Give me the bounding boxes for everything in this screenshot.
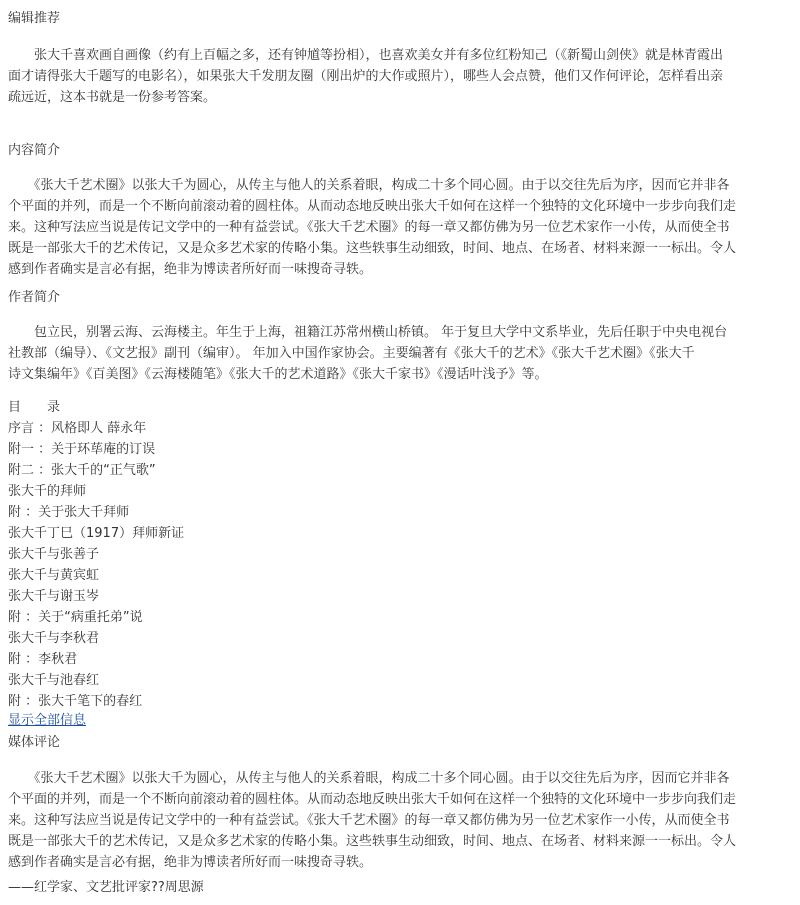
content-intro-title: 内容简介 — [8, 143, 61, 158]
media-review-line: 既是一部张大千的艺术传记，又是众多艺术家的传略小集。这些轶事生动细致，时间、地点、在场者、材料来源一一标出。令人 — [8, 834, 737, 849]
toc-item: 张大千与张善子 — [8, 547, 100, 562]
media-review-line: 感到作者确实是言必有据，绝非为博读者所好而一味搜奇寻轶。 — [8, 855, 373, 870]
editor-recommend-text — [8, 45, 793, 108]
toc-item: 张大千的拜师 — [8, 484, 87, 499]
content-intro-line: 感到作者确实是言必有据，绝非为博读者所好而一味搜奇寻轶。 — [8, 262, 373, 277]
content-intro-line: 既是一部张大千的艺术传记，又是众多艺术家的传略小集。这些轶事生动细致，时间、地点、在场者、材料来源一一标出。令人 — [8, 241, 737, 256]
toc-item: 张大千与黄宾虹 — [8, 568, 100, 583]
author-intro-line: 包立民，别署云海、云海楼主。年生于上海，祖籍江苏常州横山桥镇。 年于复旦大学中文系毕业，先后任职于中央电视台 — [8, 325, 728, 340]
toc-item: 序言 ：风格即人 薛永年 — [8, 421, 147, 436]
editor-recommend-title: 编辑推荐 — [8, 11, 61, 26]
content-intro-line: 个平面的并列，而是一个不断向前滚动着的圆柱体。从而动态地反映出张大千如何在这样一个独特的文化环境中一步步向我们走 — [8, 199, 737, 214]
toc-item: 附 ：张大千笔下的春红 — [8, 694, 143, 709]
toc-item: 张大千与池春红 — [8, 673, 100, 688]
editor-recommend-line: 面才请得张大千题写的电影名），如果张大千发朋友圈（刚出炉的大作或照片），哪些人会点赞，他们又作何评论，怎样看出亲 — [8, 69, 724, 84]
table-of-contents — [8, 397, 608, 712]
toc-item: 张大千与谢玉岑 — [8, 589, 100, 604]
toc-item: 附 ：关于张大千拜师 — [8, 505, 130, 520]
author-intro-line: 诗文集编年》《百美图》《云海楼随笔》《张大千的艺术道路》《张大千家书》《漫话叶浅予》等。 — [8, 367, 548, 382]
toc-item: 附 ：关于“病重托弟”说 — [8, 610, 143, 625]
toc-item: 张大千丁巳（1917）拜师新证 — [8, 526, 185, 541]
toc-item: 附一 ：关于环荜庵的订误 — [8, 442, 156, 457]
media-review-signature: ——红学家、文艺批评家??周思源 — [8, 880, 204, 895]
media-review-title: 媒体评论 — [8, 735, 61, 750]
media-review-line: 《张大千艺术圈》以张大千为圆心，从传主与他人的关系着眼，构成二十多个同心圆。由于以交往先后为序，因而它并非各 — [8, 771, 730, 786]
editor-recommend-line: 疏远近，这本书就是一份参考答案。 — [8, 90, 217, 105]
media-review-line: 个平面的并列，而是一个不断向前滚动着的圆柱体。从而动态地反映出张大千如何在这样一个独特的文化环境中一步步向我们走 — [8, 792, 737, 807]
media-review-text — [8, 768, 793, 873]
toc-item: 附 ：李秋君 — [8, 652, 78, 667]
content-intro-text — [8, 175, 793, 280]
show-all-info-link[interactable]: 显示全部信息 — [8, 713, 87, 728]
media-review-line: 来。这种写法应当说是传记文学中的一种有益尝试。《张大千艺术圈》的每一章又都仿佛为另一位艺术家作一小传，从而使全书 — [8, 813, 730, 828]
author-intro-line: 社教部（编导）、《文艺报》副刊（编审）。 年加入中国作家协会。主要编著有《张大千的艺术》《张大千艺术圈》《张大千 — [8, 346, 695, 361]
editor-recommend-line: 张大千喜欢画自画像（约有上百幅之多，还有钟馗等扮相），也喜欢美女并有多位红粉知己（《新蜀山剑侠》就是林青霞出 — [8, 48, 724, 63]
toc-item: 附二 ：张大千的“正气歌” — [8, 463, 156, 478]
toc-title: 目 录 — [8, 400, 61, 415]
content-intro-line: 来。这种写法应当说是传记文学中的一种有益尝试。《张大千艺术圈》的每一章又都仿佛为另一位艺术家作一小传，从而使全书 — [8, 220, 730, 235]
author-intro-title: 作者简介 — [8, 290, 61, 305]
toc-item: 张大千与李秋君 — [8, 631, 100, 646]
author-intro-text — [8, 322, 793, 385]
content-intro-line: 《张大千艺术圈》以张大千为圆心，从传主与他人的关系着眼，构成二十多个同心圆。由于以交往先后为序，因而它并非各 — [8, 178, 730, 193]
